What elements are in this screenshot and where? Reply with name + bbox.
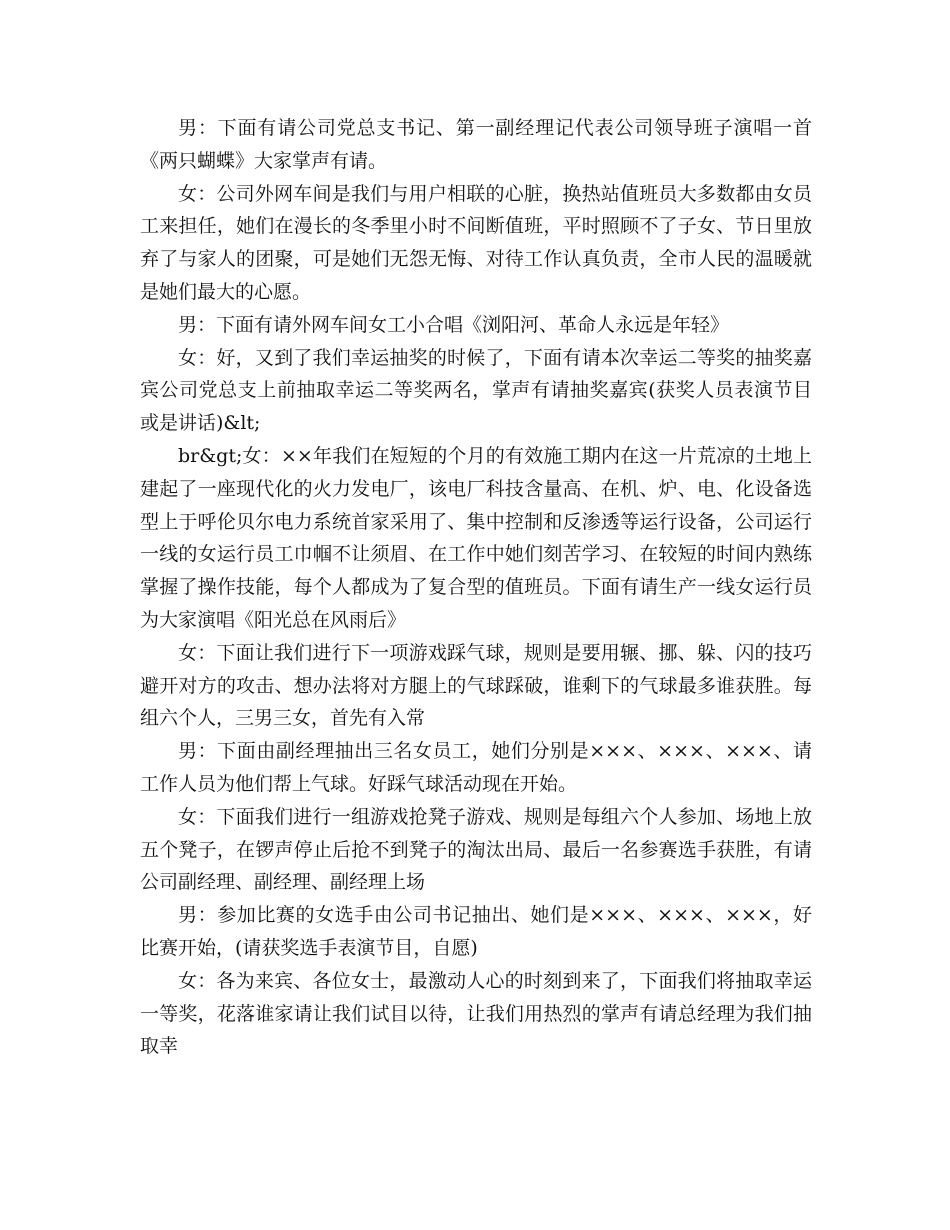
paragraph-female-chair-game: 女：下面我们进行一组游戏抢凳子游戏、规则是每组六个人参加、场地上放五个凳子，在锣声停止后抢不到凳子的淘汰出局、最后一名参赛选手获胜，有请公司副经理、副经理、副经理上场 [140,805,812,894]
paragraph-female-second-prize-draw: 女：好，又到了我们幸运抽奖的时候了，下面有请本次幸运二等奖的抽奖嘉宾公司党总支上前抽取幸运二等奖两名，掌声有请抽奖嘉宾(获奖人员表演节目或是讲话)&lt; [140,346,812,435]
paragraph-male-balloon-players: 男：下面由副经理抽出三名女员工，她们分别是×××、×××、×××、请工作人员为他们帮上气球。好踩气球活动现在开始。 [140,740,812,795]
paragraph-female-power-plant: br&gt;女：××年我们在短短的个月的有效施工期内在这一片荒凉的土地上建起了一座现代化的火力发电厂，该电厂科技含量高、在机、炉、电、化设备选型上于呼伦贝尔电力系统首家采用了、集中控制和反渗透等运行设备，公司运行一线的女运行员工巾帼不让须眉、在工作中她们刻苦学习、在较短的时间内熟练掌握了操作技能，每个人都成为了复合型的值班员。下面有请生产一线女运行员为大家演唱《阳光总在风雨后》 [140,444,812,631]
paragraph-male-invite-leaders: 男：下面有请公司党总支书记、第一副经理记代表公司领导班子演唱一首《两只蝴蝶》大家掌声有请。 [140,117,812,172]
paragraph-male-chorus: 男：下面有请外网车间女工小合唱《浏阳河、革命人永远是年轻》 [178,313,730,336]
paragraph-female-balloon-game: 女：下面让我们进行下一项游戏踩气球，规则是要用辗、挪、躲、闪的技巧避开对方的攻击、想办法将对方腿上的气球踩破，谁剩下的气球最多谁获胜。每组六个人，三男三女，首先有入常 [140,641,812,730]
paragraph-male-chair-players: 男：参加比赛的女选手由公司书记抽出、她们是×××、×××、×××，好比赛开始，(请获奖选手表演节目，自愿) [140,904,812,959]
paragraph-female-first-prize: 女：各为来宾、各位女士，最激动人心的时刻到来了，下面我们将抽取幸运一等奖，花落谁家请让我们试目以待，让我们用热烈的掌声有请总经理为我们抽取幸 [140,969,812,1058]
document-page [140,112,812,1063]
paragraph-female-network-workshop: 女：公司外网车间是我们与用户相联的心脏，换热站值班员大多数都由女员工来担任，她们在漫长的冬季里小时不间断值班，平时照顾不了子女、节日里放弃了与家人的团聚，可是她们无怨无悔、对待工作认真负责，全市人民的温暖就是她们最大的心愿。 [140,182,812,303]
